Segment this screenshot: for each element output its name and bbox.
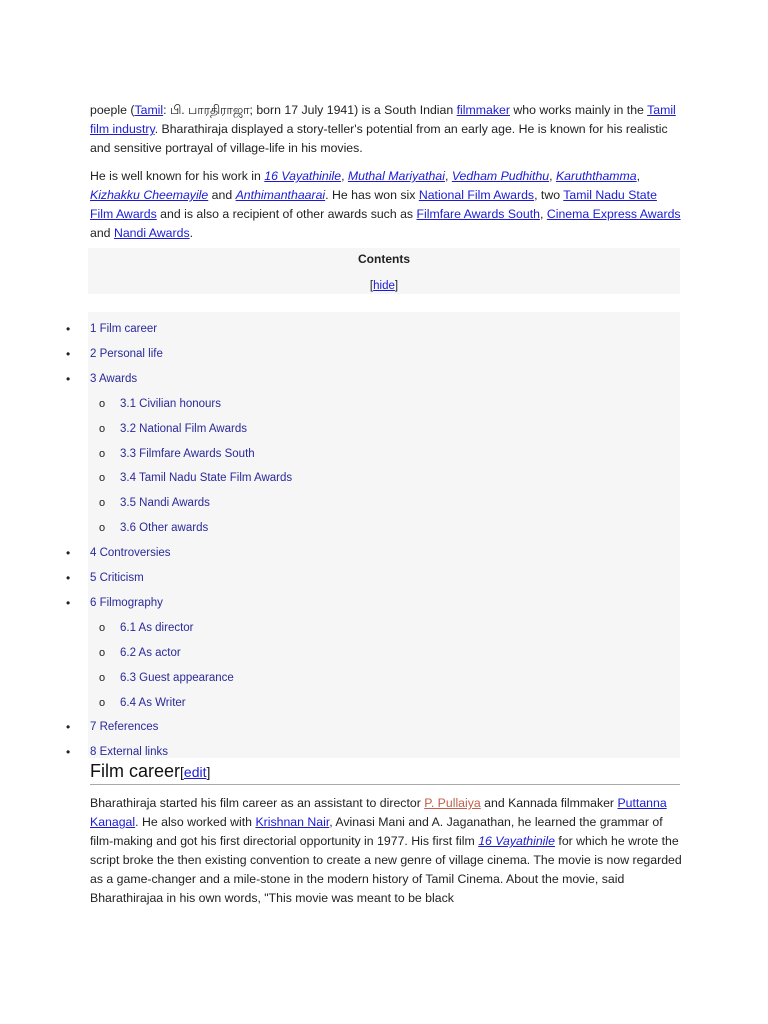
- national-film-awards-link[interactable]: National Film Awards: [418, 188, 535, 202]
- intro-text: who works mainly in the: [509, 103, 648, 117]
- separator-text: and: [208, 188, 236, 202]
- toc-item: [120, 618, 194, 638]
- toc-sub-bullet: o: [99, 398, 106, 410]
- body-text: Bharathiraja started his film career as an assistant to director: [90, 796, 425, 810]
- toc-item-link[interactable]: 7 References: [90, 721, 159, 733]
- intro-paragraph-1: [90, 101, 682, 158]
- toc-bullet: •: [66, 322, 71, 336]
- toc-item-link[interactable]: 6.3 Guest appearance: [120, 672, 234, 684]
- film-link-16-vayathinile[interactable]: 16 Vayathinile: [264, 169, 342, 183]
- tamil-film-industry-link[interactable]: Tamil film industry: [90, 103, 676, 136]
- bracket: [: [369, 280, 374, 292]
- toc-item-link[interactable]: 3 Awards: [90, 373, 138, 385]
- toc-sub-bullet: o: [99, 672, 106, 684]
- bracket: ]: [394, 280, 399, 292]
- toc-item-link[interactable]: 3.2 National Film Awards: [120, 423, 247, 435]
- filmfare-awards-south-link[interactable]: Filmfare Awards South: [416, 207, 540, 221]
- film-link-16-vayathinile-2[interactable]: 16 Vayathinile: [478, 834, 555, 848]
- toc-item: [90, 369, 137, 389]
- toc-item: [90, 568, 144, 588]
- film-career-paragraph: [90, 794, 682, 908]
- intro-text: .: [189, 226, 194, 240]
- toc-item-link[interactable]: 1 Film career: [90, 323, 158, 335]
- section-heading-film-career: [90, 758, 680, 785]
- toc-bullet: •: [66, 372, 71, 386]
- toc-item: [90, 319, 157, 339]
- toc-item-link[interactable]: 5 Criticism: [90, 572, 144, 584]
- toc-item: [120, 668, 234, 688]
- toc-bullet: •: [66, 720, 71, 734]
- toc-item: [120, 468, 292, 488]
- intro-text: poeple (: [90, 103, 135, 117]
- tamil-nadu-state-film-awards-link[interactable]: Tamil Nadu State Film Awards: [90, 188, 657, 221]
- toc-item: [120, 419, 247, 439]
- bracket: ]: [206, 764, 211, 780]
- toc-item: [120, 693, 186, 713]
- toc-item-link[interactable]: 3.1 Civilian honours: [120, 398, 222, 410]
- intro-text: . Bharathiraja displayed a story-teller's potential from an early age. He is known for his realistic and sensitive portrayal of village-life in his movies.: [90, 122, 668, 155]
- film-link-karuththamma[interactable]: Karuththamma: [555, 169, 637, 183]
- body-text: , Avinasi Mani and A. Jaganathan, he learned the grammar of film-making and got his first directorial opportunity in 1977. His first film: [90, 815, 663, 848]
- cinema-express-awards-link[interactable]: Cinema Express Awards: [546, 207, 681, 221]
- toc-bullet: •: [66, 745, 71, 759]
- toc-item: [120, 394, 221, 414]
- toc-item: [120, 444, 255, 464]
- toc-item-link[interactable]: 2 Personal life: [90, 348, 163, 360]
- toc-item: [120, 518, 208, 538]
- toc-item-link[interactable]: 4 Controversies: [90, 547, 171, 559]
- separator-text: ,: [636, 169, 641, 183]
- film-link-vedham-pudhithu[interactable]: Vedham Pudhithu: [451, 169, 550, 183]
- toc-sub-bullet: o: [99, 423, 106, 435]
- toc-sub-bullet: o: [99, 472, 106, 484]
- bracket: [: [180, 764, 184, 780]
- toc-bullet: •: [66, 347, 71, 361]
- body-text: for which he wrote the script broke the then existing convention to create a new genre of village cinema. The movie is now regarded as a game-changer and a mile-stone in the modern history of Tamil Cinema. About the movie, said Bharathirajaa in his own words, "This movie was meant to be black: [90, 834, 682, 905]
- krishnan-nair-link[interactable]: Krishnan Nair: [255, 815, 330, 829]
- toc-item-link[interactable]: 6 Filmography: [90, 597, 163, 609]
- toc-item-link[interactable]: 3.5 Nandi Awards: [120, 497, 210, 509]
- toc-hide-link[interactable]: hide: [373, 280, 395, 292]
- toc-sub-bullet: o: [99, 697, 106, 709]
- body-text: and Kannada filmmaker: [480, 796, 618, 810]
- body-text: . He also worked with: [135, 815, 256, 829]
- edit-section: [180, 764, 210, 780]
- toc-item: [120, 493, 210, 513]
- toc-item-link[interactable]: 6.4 As Writer: [120, 697, 186, 709]
- film-link-anthimanthaarai[interactable]: Anthimanthaarai: [235, 188, 326, 202]
- toc-bullet: •: [66, 596, 71, 610]
- toc-item-link[interactable]: 6.2 As actor: [120, 647, 181, 659]
- toc-item: [90, 543, 171, 563]
- section-title: Film career: [90, 761, 181, 781]
- toc-sub-bullet: o: [99, 448, 106, 460]
- toc-bullet: •: [66, 546, 71, 560]
- puttanna-kanagal-link[interactable]: Puttanna Kanagal: [90, 796, 667, 829]
- intro-text: He is well known for his work in: [90, 169, 265, 183]
- toc-header: [88, 248, 680, 294]
- toc-item-link[interactable]: 3.4 Tamil Nadu State Film Awards: [120, 472, 293, 484]
- intro-text: . He has won six: [325, 188, 419, 202]
- toc-item-link[interactable]: 3.3 Filmfare Awards South: [120, 448, 255, 460]
- toc-item: [90, 593, 163, 613]
- toc-item: [120, 643, 181, 663]
- tamil-link[interactable]: Tamil: [134, 103, 164, 117]
- toc-sub-bullet: o: [99, 622, 106, 634]
- toc-sub-bullet: o: [99, 497, 106, 509]
- intro-text: : பி. பாரதிராஜா; born 17 July 1941) is a South Indian: [163, 103, 457, 117]
- toc-item: [90, 344, 163, 364]
- toc-item-link[interactable]: 8 External links: [90, 746, 168, 758]
- filmmaker-link[interactable]: filmmaker: [456, 103, 510, 117]
- toc-item-link[interactable]: 3.6 Other awards: [120, 522, 209, 534]
- intro-text: , two: [534, 188, 564, 202]
- toc-item-link[interactable]: 6.1 As director: [120, 622, 194, 634]
- toc-sub-bullet: o: [99, 522, 106, 534]
- intro-text: and is also a recipient of other awards such as: [156, 207, 417, 221]
- p-pullaiya-link[interactable]: P. Pullaiya: [424, 796, 481, 810]
- nandi-awards-link[interactable]: Nandi Awards: [113, 226, 190, 240]
- separator-text: ,: [539, 207, 547, 221]
- edit-link[interactable]: edit: [183, 764, 207, 780]
- film-link-kizhakku-cheemayile[interactable]: Kizhakku Cheemayile: [90, 188, 209, 202]
- toc-bullet: •: [66, 571, 71, 585]
- toc-sub-bullet: o: [99, 647, 106, 659]
- separator-text: and: [90, 226, 114, 240]
- intro-paragraph-2: [90, 167, 682, 243]
- separator-text: ,: [549, 169, 556, 183]
- toc-hide-toggle: [88, 280, 680, 292]
- film-link-muthal-mariyathai[interactable]: Muthal Mariyathai: [347, 169, 445, 183]
- separator-text: ,: [341, 169, 348, 183]
- toc-item: [90, 717, 158, 737]
- toc-title: Contents: [358, 252, 410, 266]
- separator-text: ,: [444, 169, 452, 183]
